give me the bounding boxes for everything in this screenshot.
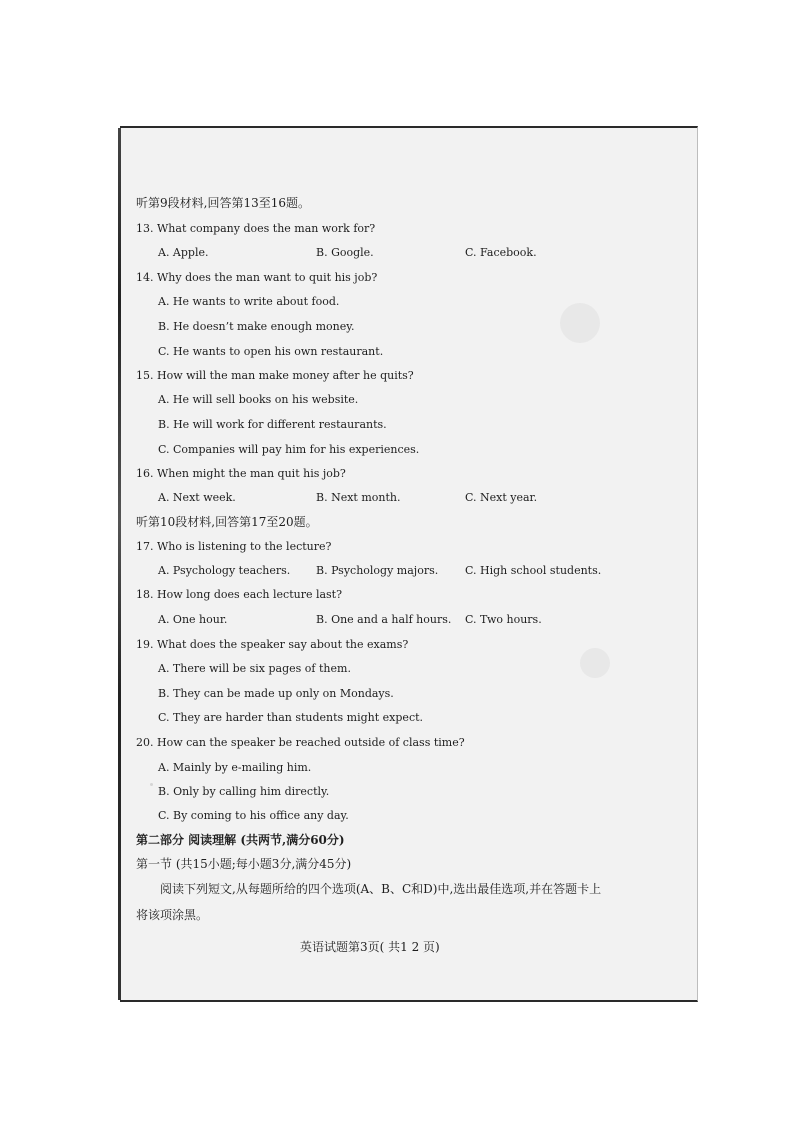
q20-option-b: B. Only by calling him directly. (158, 785, 330, 798)
q14-option-c: C. He wants to open his own restaurant. (158, 345, 384, 358)
q20-option-a: A. Mainly by e-mailing him. (158, 761, 312, 774)
q17-option-b: B. Psychology majors. (316, 564, 439, 577)
part-2-section-1-heading: 第一节 (共15小题;每小题3分,满分45分) (136, 857, 352, 871)
page-footer: 英语试题第3页( 共1 2 页) (300, 940, 440, 954)
q19-option-c: C. They are harder than students might expect. (158, 711, 424, 724)
q16-option-a: A. Next week. (158, 491, 236, 504)
instruction-line-1: 阅读下列短文,从每题所给的四个选项(A、B、C和D)中,选出最佳选项,并在答题卡上 (160, 882, 602, 896)
section-9-heading: 听第9段材料,回答第13至16题。 (136, 196, 310, 210)
question-20: 20. How can the speaker be reached outside of class time? (136, 736, 465, 749)
question-17: 17. Who is listening to the lecture? (136, 540, 332, 553)
q13-option-c: C. Facebook. (465, 246, 537, 259)
q16-option-c: C. Next year. (465, 491, 538, 504)
q20-option-c: C. By coming to his office any day. (158, 809, 349, 822)
q15-option-c: C. Companies will pay him for his experiences. (158, 443, 420, 456)
q13-option-b: B. Google. (316, 246, 374, 259)
q19-option-b: B. They can be made up only on Mondays. (158, 687, 394, 700)
question-18: 18. How long does each lecture last? (136, 588, 343, 601)
question-14: 14. Why does the man want to quit his job? (136, 271, 378, 284)
q14-option-a: A. He wants to write about food. (158, 295, 340, 308)
part-2-heading: 第二部分 阅读理解 (共两节,满分60分) (136, 833, 345, 847)
question-19: 19. What does the speaker say about the exams? (136, 638, 409, 651)
q13-option-a: A. Apple. (158, 246, 209, 259)
q16-option-b: B. Next month. (316, 491, 401, 504)
question-13: 13. What company does the man work for? (136, 222, 376, 235)
q18-option-b: B. One and a half hours. (316, 613, 452, 626)
q17-option-a: A. Psychology teachers. (158, 564, 291, 577)
exam-page (120, 126, 698, 1002)
q18-option-a: A. One hour. (158, 613, 228, 626)
instruction-line-2: 将该项涂黑。 (136, 908, 209, 922)
q15-option-b: B. He will work for different restaurants. (158, 418, 387, 431)
q18-option-c: C. Two hours. (465, 613, 542, 626)
section-10-heading: 听第10段材料,回答第17至20题。 (136, 515, 318, 529)
q19-option-a: A. There will be six pages of them. (158, 662, 351, 675)
q14-option-b: B. He doesn’t make enough money. (158, 320, 355, 333)
q17-option-c: C. High school students. (465, 564, 602, 577)
q15-option-a: A. He will sell books on his website. (158, 393, 359, 406)
question-16: 16. When might the man quit his job? (136, 467, 346, 480)
question-15: 15. How will the man make money after he quits? (136, 369, 414, 382)
